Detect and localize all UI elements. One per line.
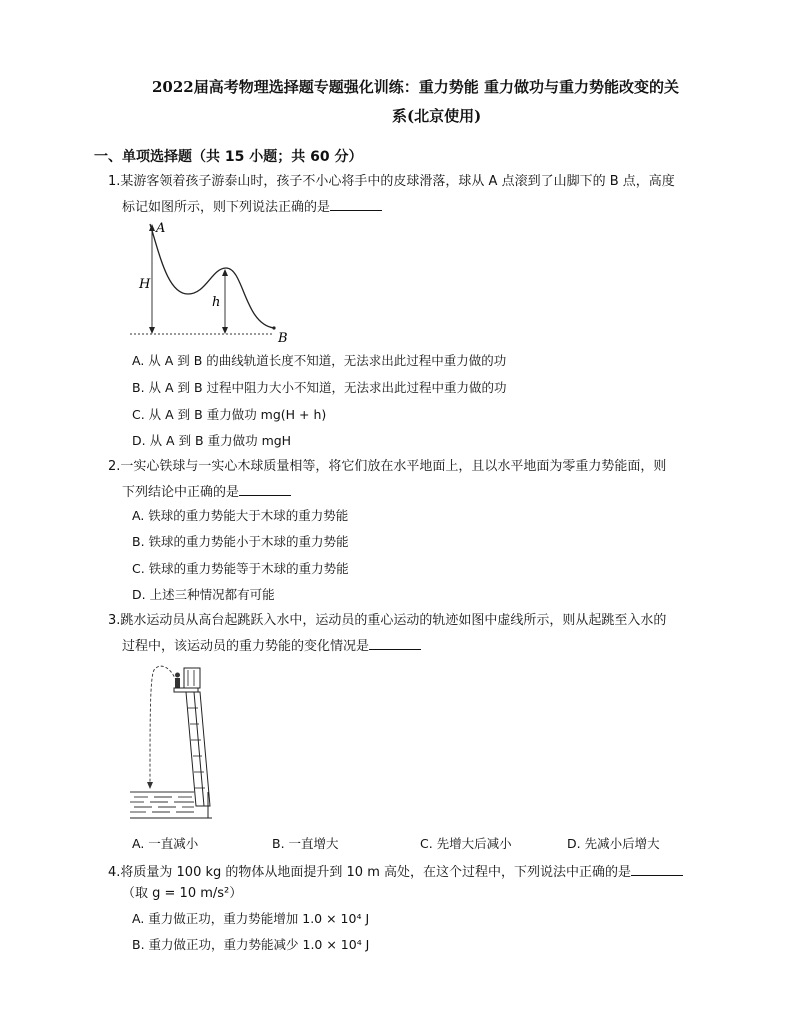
answer-blank[interactable]	[330, 196, 382, 211]
q2-option-b[interactable]: B. 铁球的重力势能小于木球的重力势能	[132, 534, 349, 549]
answer-blank[interactable]	[369, 635, 421, 650]
question-1-line1	[108, 172, 675, 192]
section-heading: 一、单项选择题（共 15 小题；共 60 分）	[94, 149, 363, 165]
question-text: 将质量为 100 kg 的物体从地面提升到 10 m 高处，在这个过程中，下列说法中正确的是	[120, 865, 631, 880]
question-3-line2	[122, 635, 421, 657]
document-title-line1: 2022届高考物理选择题专题强化训练：重力势能 重力做功与重力势能改变的关	[152, 78, 679, 96]
q2-option-a[interactable]: A. 铁球的重力势能大于木球的重力势能	[132, 508, 349, 523]
water	[130, 792, 194, 812]
q1-option-b[interactable]: B. 从 A 到 B 过程中阻力大小不知道，无法求出此过程中重力做的功	[132, 380, 507, 395]
question-text: 跳水运动员从高台起跳跃入水中，运动员的重心运动的轨迹如图中虚线所示，则从起跳至入水的	[120, 613, 667, 628]
figure-terrain	[126, 216, 296, 346]
question-number: 1.	[108, 174, 121, 189]
question-4-line2: （取 g = 10 m/s²）	[122, 886, 243, 901]
q3-option-b[interactable]: B. 一直增大	[272, 836, 339, 851]
question-number: 4.	[108, 865, 121, 880]
q3-option-a[interactable]: A. 一直减小	[132, 836, 199, 851]
q2-option-d[interactable]: D. 上述三种情况都有可能	[132, 587, 275, 602]
terrain-curve	[150, 224, 274, 328]
question-text: 下列结论中正确的是	[122, 485, 240, 500]
answer-blank[interactable]	[631, 861, 683, 876]
document-title-line2: 系(北京使用)	[392, 107, 482, 125]
question-3-line1	[108, 611, 666, 631]
q4-option-b[interactable]: B. 重力做正功，重力势能减少 1.0 × 10⁴ J	[132, 937, 370, 952]
question-2-line2	[122, 481, 291, 503]
question-number: 2.	[108, 459, 121, 474]
figure-diving-platform	[128, 656, 218, 822]
question-4-line1	[108, 861, 683, 883]
q1-option-a[interactable]: A. 从 A 到 B 的曲线轨道长度不知道，无法求出此过程中重力做的功	[132, 353, 507, 368]
question-text: 过程中，该运动员的重力势能的变化情况是	[122, 639, 370, 654]
question-1-line2	[122, 196, 382, 218]
question-text: 标记如图所示，则下列说法正确的是	[122, 200, 331, 215]
label-h: h	[212, 295, 221, 310]
label-A: A	[156, 221, 166, 236]
q2-option-c[interactable]: C. 铁球的重力势能等于木球的重力势能	[132, 561, 349, 576]
q1-option-d[interactable]: D. 从 A 到 B 重力做功 mgH	[132, 433, 292, 448]
question-text: 一实心铁球与一实心木球质量相等，将它们放在水平地面上，且以水平地面为零重力势能面，则	[120, 459, 667, 474]
platform-top	[174, 688, 198, 692]
q3-option-d[interactable]: D. 先减小后增大	[567, 836, 660, 851]
answer-blank[interactable]	[239, 481, 291, 496]
question-text: 某游客领着孩子游泰山时，孩子不小心将手中的皮球滑落，球从 A 点滚到了山脚下的 B 点，高度	[120, 174, 675, 189]
q3-option-c[interactable]: C. 先增大后减小	[420, 836, 512, 851]
label-B: B	[278, 331, 288, 346]
question-2-line1	[108, 457, 666, 477]
trajectory-dashed	[150, 666, 178, 786]
q4-option-a[interactable]: A. 重力做正功，重力势能增加 1.0 × 10⁴ J	[132, 911, 370, 926]
question-number: 3.	[108, 613, 121, 628]
label-H: H	[139, 277, 151, 292]
q1-option-c[interactable]: C. 从 A 到 B 重力做功 mg(H + h)	[132, 407, 327, 422]
